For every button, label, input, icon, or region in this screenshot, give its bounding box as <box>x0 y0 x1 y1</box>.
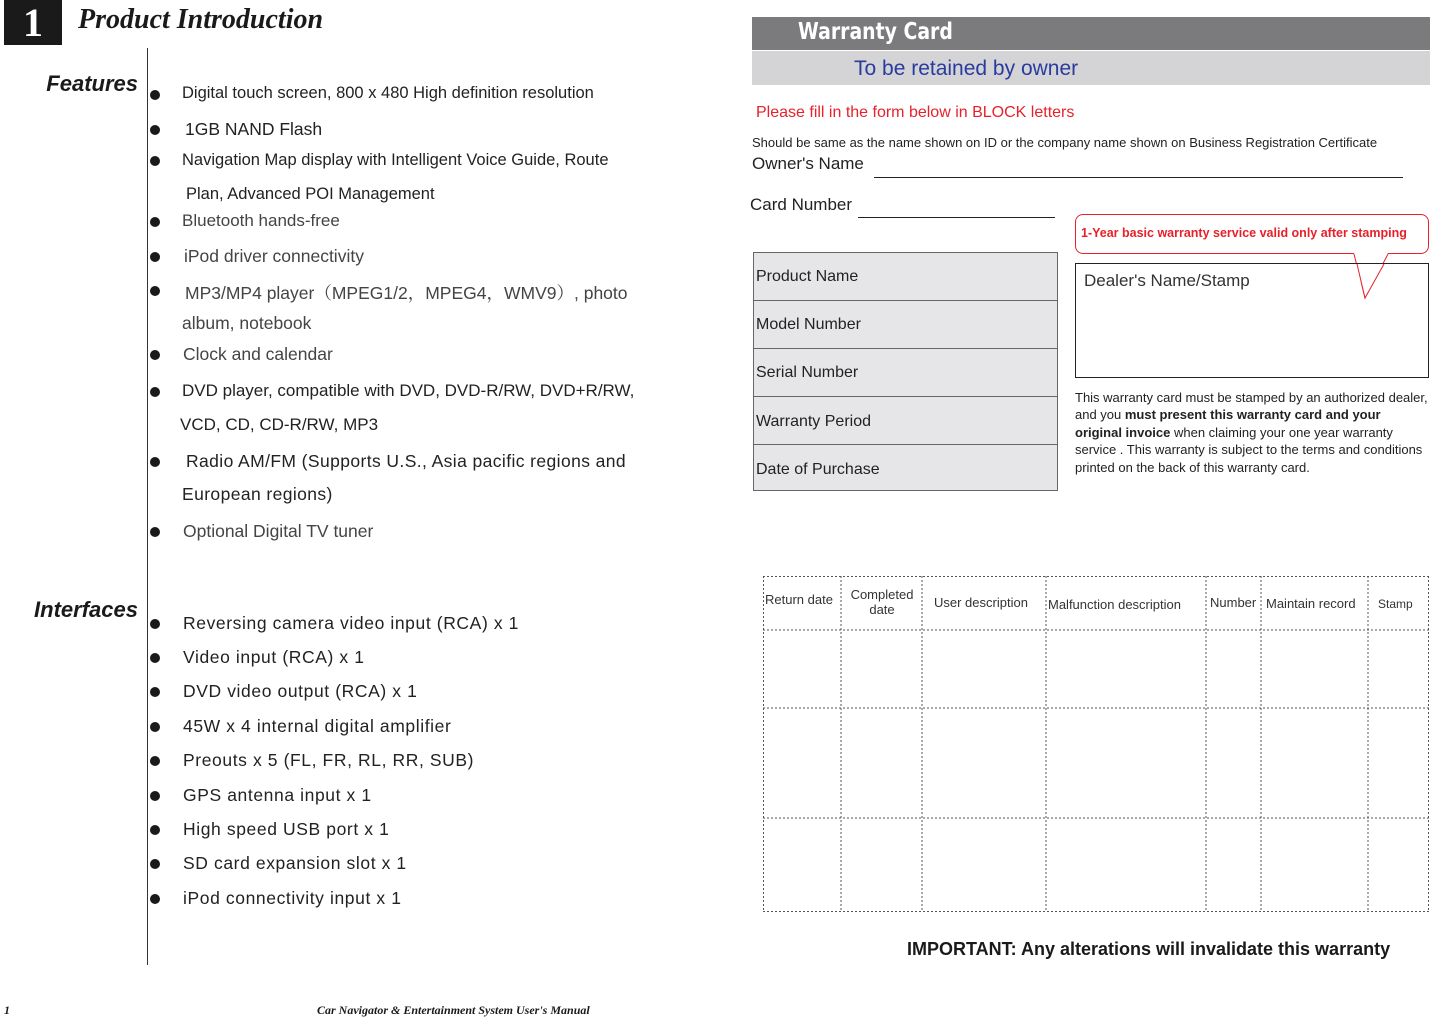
warranty-card-title: Warranty Card <box>798 19 953 45</box>
col-maintain-record: Maintain record <box>1266 596 1356 611</box>
manual-title: Car Navigator & Entertainment System User's Manual <box>317 1003 590 1017</box>
bullet-icon <box>150 894 160 904</box>
bullet-icon <box>150 653 160 663</box>
feature-text: Optional Digital TV tuner <box>183 521 374 541</box>
model-number-label: Model Number <box>756 316 861 333</box>
interface-text: High speed USB port x 1 <box>183 819 390 839</box>
bullet-icon <box>150 619 160 629</box>
divider-line <box>147 48 148 965</box>
section-number: 1 <box>4 0 62 45</box>
warranty-terms-paragraph <box>1075 389 1430 476</box>
card-number-field[interactable] <box>858 217 1055 218</box>
feature-text: Clock and calendar <box>183 344 333 364</box>
interface-text: Reversing camera video input (RCA) x 1 <box>183 613 519 633</box>
model-number-row[interactable] <box>754 301 1057 349</box>
product-name-label: Product Name <box>756 268 859 285</box>
section-title: Product Introduction <box>78 4 324 35</box>
col-stamp: Stamp <box>1378 597 1413 611</box>
feature-text: iPod driver connectivity <box>184 246 364 266</box>
feature-continuation: European regions) <box>182 484 333 504</box>
bullet-icon <box>150 722 160 732</box>
bullet-icon <box>150 90 160 100</box>
feature-text: Navigation Map display with Intelligent Voice Guide, Route <box>182 151 609 169</box>
block-letters-note: Please fill in the form below in BLOCK letters <box>756 104 1075 121</box>
terms-text: when claiming your one year warranty service . This warranty is subject to the terms and conditions printed on the back of this warranty card. <box>1075 424 1423 475</box>
card-number-label: Card Number <box>750 195 853 214</box>
feature-text: Radio AM/FM (Supports U.S., Asia pacific regions and <box>186 451 627 471</box>
bullet-icon <box>150 252 160 262</box>
dealer-stamp-label: Dealer's Name/Stamp <box>1084 271 1250 290</box>
interface-text: DVD video output (RCA) x 1 <box>183 681 418 701</box>
interfaces-label: Interfaces <box>34 597 138 622</box>
terms-text: This warranty card must be stamped by an authorized dealer, and you <box>1075 390 1428 423</box>
product-name-row[interactable] <box>754 253 1057 301</box>
interface-text: 45W x 4 internal digital amplifier <box>183 716 452 736</box>
bullet-icon <box>150 687 160 697</box>
interface-text: SD card expansion slot x 1 <box>183 853 407 873</box>
bullet-icon <box>150 756 160 766</box>
bullet-icon <box>150 825 160 835</box>
warranty-subtitle: To be retained by owner <box>854 57 1079 80</box>
repair-record-table <box>763 576 1429 912</box>
bullet-icon <box>150 791 160 801</box>
interface-text: GPS antenna input x 1 <box>183 785 372 805</box>
feature-text: DVD player, compatible with DVD, DVD-R/RW, DVD+R/RW, <box>182 381 635 400</box>
bullet-icon <box>150 527 160 537</box>
terms-bold-text: must present this warranty card and your original invoice <box>1075 407 1381 440</box>
feature-text: Digital touch screen, 800 x 480 High definition resolution <box>182 84 594 102</box>
bullet-icon <box>150 156 160 166</box>
product-info-table <box>753 252 1058 491</box>
important-notice: IMPORTANT: Any alterations will invalidate this warranty <box>907 939 1391 959</box>
feature-continuation: VCD, CD, CD-R/RW, MP3 <box>180 415 379 434</box>
owner-name-field[interactable] <box>874 177 1403 178</box>
feature-text: MP3/MP4 player（MPEG1/2，MPEG4，WMV9）, photo <box>185 283 628 303</box>
serial-number-label: Serial Number <box>756 364 859 381</box>
bullet-icon <box>150 217 160 227</box>
purchase-date-label: Date of Purchase <box>756 461 880 478</box>
bullet-icon <box>150 387 160 397</box>
interface-text: Preouts x 5 (FL, FR, RL, RR, SUB) <box>183 750 475 770</box>
warranty-period-row[interactable] <box>754 397 1057 445</box>
bullet-icon <box>150 350 160 360</box>
owner-name-label: Owner's Name <box>752 154 864 173</box>
col-return-date: Return date <box>765 592 833 607</box>
col-completed-date: Completed date <box>850 587 914 617</box>
feature-continuation: Plan, Advanced POI Management <box>186 185 435 203</box>
warranty-period-label: Warranty Period <box>756 413 871 430</box>
banner-pointer-overlay <box>1340 252 1400 300</box>
warranty-banner-text: 1-Year basic warranty service valid only after stamping <box>1081 226 1407 240</box>
features-label: Features <box>46 71 138 96</box>
bullet-icon <box>150 125 160 135</box>
feature-text: Bluetooth hands-free <box>182 211 340 230</box>
bullet-icon <box>150 457 160 467</box>
feature-text: 1GB NAND Flash <box>185 119 323 139</box>
feature-continuation: album, notebook <box>182 313 312 333</box>
col-user-description: User description <box>934 595 1028 610</box>
purchase-date-row[interactable] <box>754 445 1057 491</box>
interface-text: iPod connectivity input x 1 <box>183 888 402 908</box>
bullet-icon <box>150 859 160 869</box>
page-number: 1 <box>4 1003 10 1017</box>
serial-number-row[interactable] <box>754 349 1057 397</box>
name-requirement-note: Should be same as the name shown on ID or the company name shown on Business Registration Certificate <box>752 135 1378 150</box>
bullet-icon <box>150 286 160 296</box>
col-number: Number <box>1210 595 1257 610</box>
interface-text: Video input (RCA) x 1 <box>183 647 365 667</box>
col-malfunction-description: Malfunction description <box>1048 597 1181 612</box>
